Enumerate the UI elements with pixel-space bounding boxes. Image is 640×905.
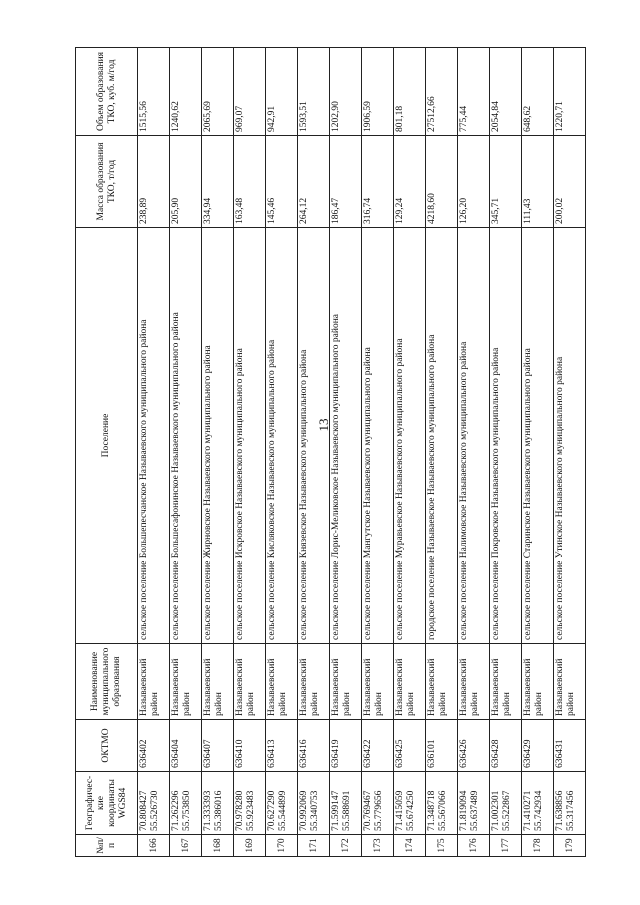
- table-body: [138, 48, 586, 857]
- row-oktmo: 636413: [266, 720, 298, 772]
- row-volume: 1240,62: [170, 48, 202, 136]
- row-settlement: сельское поселение Жирновское Называевского муниципального района: [202, 228, 234, 644]
- row-latitude: 55.923483: [246, 790, 256, 831]
- row-oktmo: 636416: [298, 720, 330, 772]
- row-mass: 316,74: [362, 136, 394, 228]
- row-latitude: 55.522867: [502, 790, 512, 831]
- row-mass: 238,89: [138, 136, 170, 228]
- table-header-row: [76, 48, 138, 857]
- row-mass: 126,20: [458, 136, 490, 228]
- row-oktmo: 636410: [234, 720, 266, 772]
- header-settlement: Поселение: [76, 228, 138, 644]
- row-oktmo: 636425: [394, 720, 426, 772]
- row-settlement: сельское поселение Муравьевское Называевского муниципального района: [394, 228, 426, 644]
- row-num: 169: [234, 835, 266, 857]
- row-latitude: 55.567066: [438, 790, 448, 831]
- row-settlement: сельское поселение Мангутское Называевского муниципального района: [362, 228, 394, 644]
- row-volume: 969,07: [234, 48, 266, 136]
- row-mo: Называевский район: [234, 644, 266, 720]
- row-volume: 1593,51: [298, 48, 330, 136]
- row-latitude: 55.779656: [374, 790, 384, 831]
- row-latitude: 55.753850: [182, 790, 192, 831]
- row-num: 179: [554, 835, 586, 857]
- row-num: 175: [426, 835, 458, 857]
- row-oktmo: 636422: [362, 720, 394, 772]
- row-settlement: сельское поселение Большесафонинское Называевского муниципального района: [170, 228, 202, 644]
- row-mo: Называевский район: [554, 644, 586, 720]
- row-coords: [234, 772, 266, 835]
- row-longitude: 71.262296: [171, 790, 181, 831]
- row-mo: Называевский район: [394, 644, 426, 720]
- row-settlement: сельское поселение Князевское Называевского муниципального района: [298, 228, 330, 644]
- row-mo: Называевский район: [458, 644, 490, 720]
- row-mo: Называевский район: [330, 644, 362, 720]
- row-longitude: 71.638856: [555, 790, 565, 831]
- row-latitude: 55.340753: [310, 790, 320, 831]
- row-longitude: 71.415059: [395, 790, 405, 831]
- header-volume: Объем образования ТКО, куб. м/год: [76, 48, 138, 136]
- row-mo: Называевский район: [138, 644, 170, 720]
- table-row: [170, 48, 202, 857]
- table-row: [490, 48, 522, 857]
- table-row: [394, 48, 426, 857]
- row-mass: 205,90: [170, 136, 202, 228]
- row-num: 177: [490, 835, 522, 857]
- row-longitude: 70.769467: [363, 790, 373, 831]
- row-coords: [426, 772, 458, 835]
- row-oktmo: 636426: [458, 720, 490, 772]
- row-mo: Называевский район: [266, 644, 298, 720]
- row-longitude: 71.410271: [523, 790, 533, 831]
- row-volume: 801,18: [394, 48, 426, 136]
- row-latitude: 55.588691: [342, 790, 352, 831]
- row-coords: [202, 772, 234, 835]
- rotated-table-container: [75, 48, 576, 857]
- row-mo: Называевский район: [522, 644, 554, 720]
- row-mo: Называевский район: [298, 644, 330, 720]
- header-coords: Географичес-кие координаты WGS84: [76, 772, 138, 835]
- row-settlement: сельское поселение Лорис-Меликовское Называевского муниципального района: [330, 228, 362, 644]
- row-oktmo: 636407: [202, 720, 234, 772]
- row-coords: [458, 772, 490, 835]
- table-row: [554, 48, 586, 857]
- row-mass: 200,02: [554, 136, 586, 228]
- table-row: [330, 48, 362, 857]
- row-longitude: 70.992069: [299, 790, 309, 831]
- row-volume: 2065,69: [202, 48, 234, 136]
- row-num: 174: [394, 835, 426, 857]
- row-latitude: 55.526730: [150, 790, 160, 831]
- header-num: №п/п: [76, 835, 138, 857]
- row-settlement: сельское поселение Утинское Называевского муниципального района: [554, 228, 586, 644]
- row-mo: Называевский район: [490, 644, 522, 720]
- row-coords: [266, 772, 298, 835]
- row-settlement: сельское поселение Искровское Называевского муниципального района: [234, 228, 266, 644]
- row-oktmo: 636419: [330, 720, 362, 772]
- row-latitude: 55.637489: [470, 790, 480, 831]
- row-coords: [522, 772, 554, 835]
- row-num: 168: [202, 835, 234, 857]
- row-oktmo: 636428: [490, 720, 522, 772]
- row-settlement: сельское поселение Большепесчанское Называевского муниципального района: [138, 228, 170, 644]
- row-coords: [394, 772, 426, 835]
- row-longitude: 71.819094: [459, 790, 469, 831]
- row-num: 171: [298, 835, 330, 857]
- row-longitude: 70.808427: [139, 790, 149, 831]
- row-mass: 186,47: [330, 136, 362, 228]
- row-mass: 4218,60: [426, 136, 458, 228]
- row-latitude: 55.742934: [534, 790, 544, 831]
- row-oktmo: 636101: [426, 720, 458, 772]
- row-num: 170: [266, 835, 298, 857]
- row-mo: Называевский район: [426, 644, 458, 720]
- row-num: 178: [522, 835, 554, 857]
- row-latitude: 55.386016: [214, 790, 224, 831]
- row-num: 172: [330, 835, 362, 857]
- row-volume: 648,62: [522, 48, 554, 136]
- row-mass: 111,43: [522, 136, 554, 228]
- row-settlement: городское поселение Называевское Называевского муниципального района: [426, 228, 458, 644]
- row-num: 176: [458, 835, 490, 857]
- row-mass: 145,46: [266, 136, 298, 228]
- row-oktmo: 636404: [170, 720, 202, 772]
- header-oktmo: ОКТМО: [76, 720, 138, 772]
- table-row: [202, 48, 234, 857]
- row-latitude: 55.317456: [566, 790, 576, 831]
- row-num: 173: [362, 835, 394, 857]
- table-row: [266, 48, 298, 857]
- row-longitude: 70.627290: [267, 790, 277, 831]
- row-num: 167: [170, 835, 202, 857]
- table-row: [362, 48, 394, 857]
- row-volume: 1220,71: [554, 48, 586, 136]
- row-latitude: 55.544899: [278, 790, 288, 831]
- row-mass: 129,24: [394, 136, 426, 228]
- row-settlement: сельское поселение Старинское Называевского муниципального района: [522, 228, 554, 644]
- row-mass: 345,71: [490, 136, 522, 228]
- row-coords: [490, 772, 522, 835]
- row-coords: [298, 772, 330, 835]
- row-volume: 775,44: [458, 48, 490, 136]
- row-settlement: сельское поселение Покровское Называевского муниципального района: [490, 228, 522, 644]
- header-mo: Наименование муниципального образования: [76, 644, 138, 720]
- row-longitude: 71.333393: [203, 790, 213, 831]
- row-longitude: 71.348718: [427, 790, 437, 831]
- row-longitude: 71.002301: [491, 790, 501, 831]
- row-coords: [554, 772, 586, 835]
- row-oktmo: 636429: [522, 720, 554, 772]
- table-row: [298, 48, 330, 857]
- row-settlement: сельское поселение Налимовское Называевского муниципального района: [458, 228, 490, 644]
- table-row: [522, 48, 554, 857]
- row-mass: 264,12: [298, 136, 330, 228]
- waste-volume-table: [75, 47, 586, 857]
- row-volume: 2054,84: [490, 48, 522, 136]
- row-oktmo: 636402: [138, 720, 170, 772]
- table-row: [458, 48, 490, 857]
- table-row: [138, 48, 170, 857]
- row-volume: 1202,90: [330, 48, 362, 136]
- row-mass: 334,94: [202, 136, 234, 228]
- table-row: [234, 48, 266, 857]
- row-num: 166: [138, 835, 170, 857]
- row-mo: Называевский район: [362, 644, 394, 720]
- header-mass: Масса образования ТКО, т/год: [76, 136, 138, 228]
- row-volume: 1906,59: [362, 48, 394, 136]
- row-longitude: 70.978280: [235, 790, 245, 831]
- row-longitude: 71.599147: [331, 790, 341, 831]
- row-coords: [170, 772, 202, 835]
- row-oktmo: 636431: [554, 720, 586, 772]
- row-mo: Называевский район: [202, 644, 234, 720]
- row-volume: 27512,66: [426, 48, 458, 136]
- table-row: [426, 48, 458, 857]
- row-settlement: сельское поселение Кисляковское Называевского муниципального района: [266, 228, 298, 644]
- row-volume: 1515,56: [138, 48, 170, 136]
- row-latitude: 55.674250: [406, 790, 416, 831]
- row-mo: Называевский район: [170, 644, 202, 720]
- row-mass: 163,48: [234, 136, 266, 228]
- row-volume: 942,91: [266, 48, 298, 136]
- row-coords: [362, 772, 394, 835]
- page-number: 13: [316, 418, 331, 432]
- row-coords: [138, 772, 170, 835]
- row-coords: [330, 772, 362, 835]
